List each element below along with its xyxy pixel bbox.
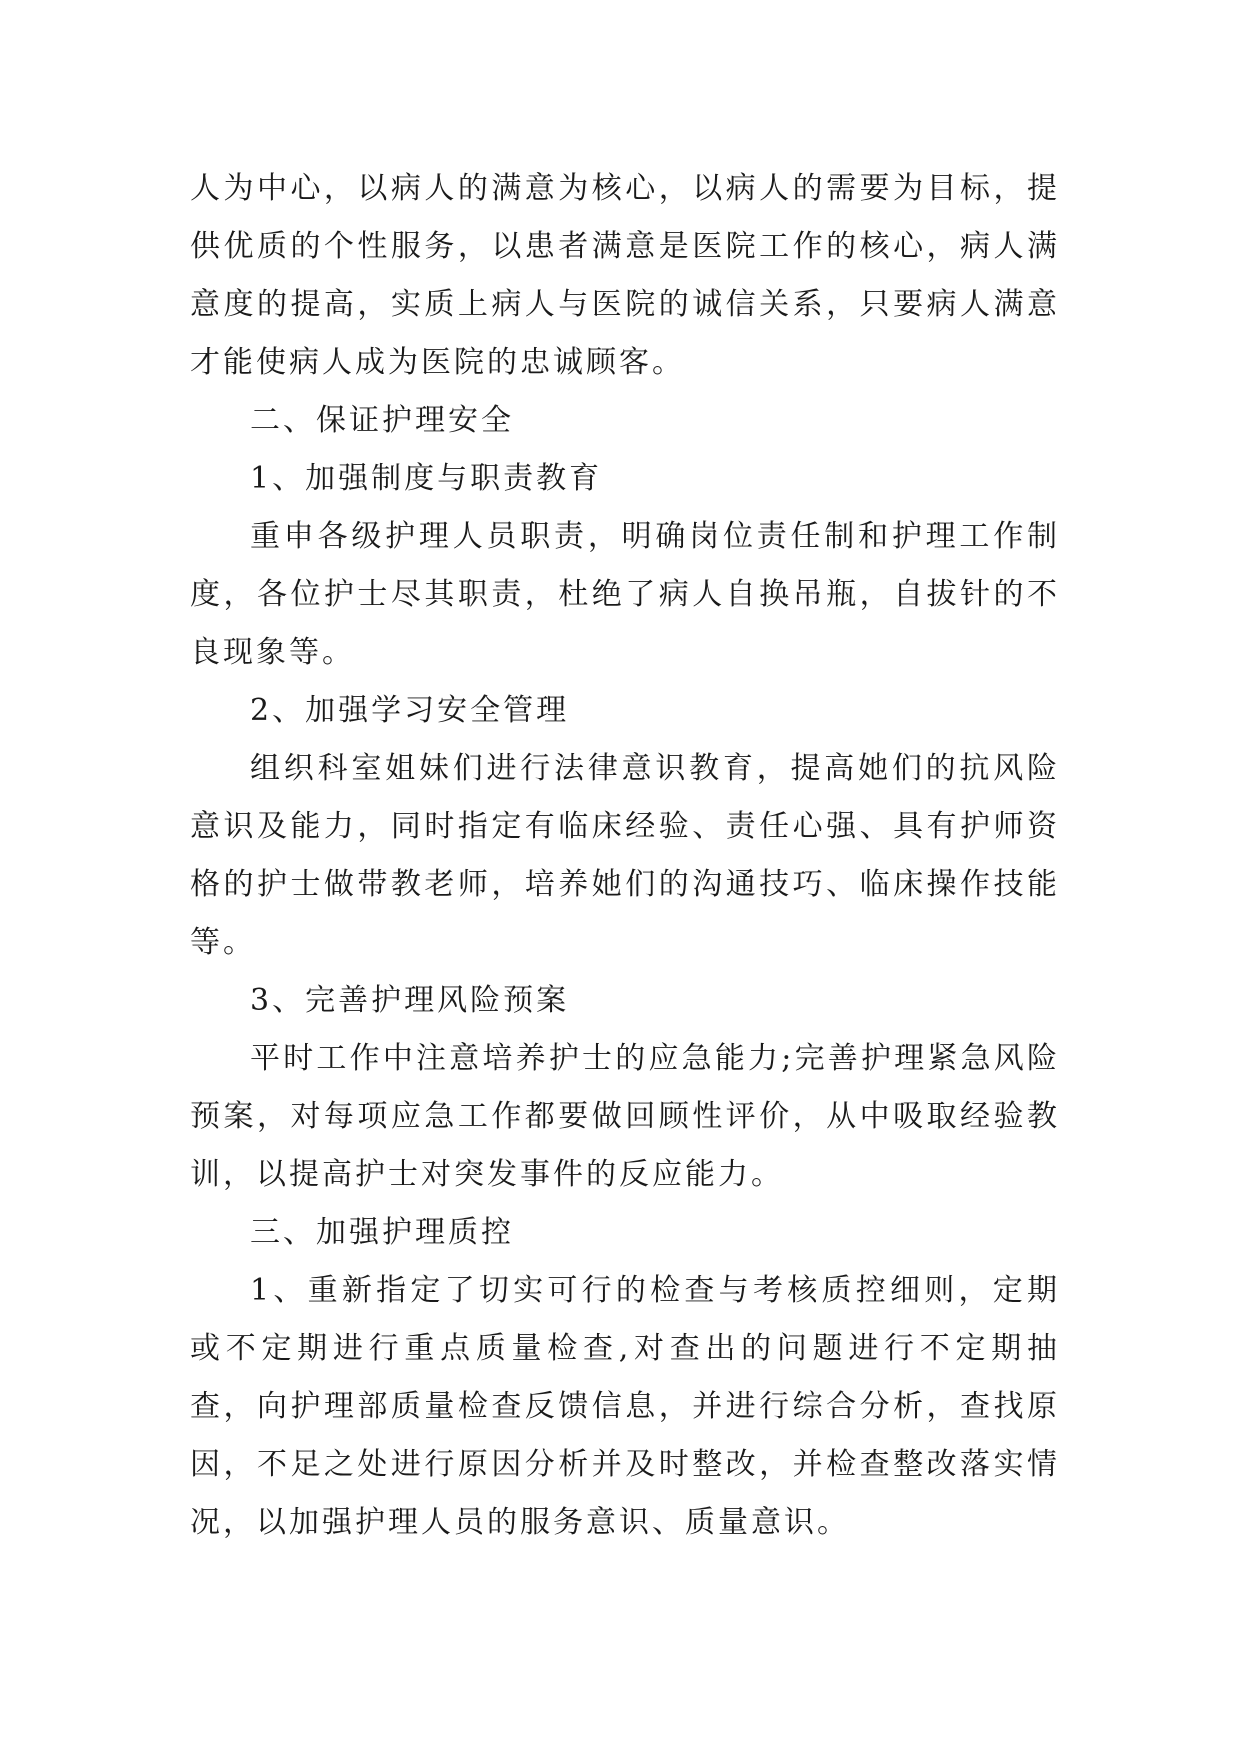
paragraph-emergency-ability: 平时工作中注意培养护士的应急能力;完善护理紧急风险预案，对每项应急工作都要做回顾性评价，从中吸取经验教训，以提高护士对突发事件的反应能力。 [190, 1041, 1060, 1192]
section-heading-nursing-safety: 二、保证护理安全 [250, 403, 514, 438]
paragraph-patient-satisfaction: 人为中心，以病人的满意为核心，以病人的需要为目标，提供优质的个性服务，以患者满意是医院工作的核心，病人满意度的提高，实质上病人与医院的诚信关系，只要病人满意才能使病人成为医院的忠诚顾客。 [190, 171, 1060, 380]
document-body [190, 160, 1060, 1552]
subheading-safety-management: 2、加强学习安全管理 [250, 693, 570, 728]
subheading-risk-plans: 3、完善护理风险预案 [250, 983, 570, 1018]
subheading-system-education: 1、加强制度与职责教育 [250, 461, 603, 496]
paragraph-legal-education: 组织科室姐妹们进行法律意识教育，提高她们的抗风险意识及能力，同时指定有临床经验、责任心强、具有护师资格的护士做带教老师，培养她们的沟通技巧、临床操作技能等。 [190, 751, 1060, 960]
paragraph-quality-inspection: 1、重新指定了切实可行的检查与考核质控细则，定期或不定期进行重点质量检查,对查出的问题进行不定期抽查，向护理部质量检查反馈信息，并进行综合分析，查找原因，不足之处进行原因分析并及时整改，并检查整改落实情况，以加强护理人员的服务意识、质量意识。 [190, 1273, 1060, 1540]
paragraph-responsibilities: 重申各级护理人员职责，明确岗位责任制和护理工作制度，各位护士尽其职责，杜绝了病人自换吊瓶，自拔针的不良现象等。 [190, 519, 1060, 670]
section-heading-quality-control: 三、加强护理质控 [250, 1215, 514, 1250]
